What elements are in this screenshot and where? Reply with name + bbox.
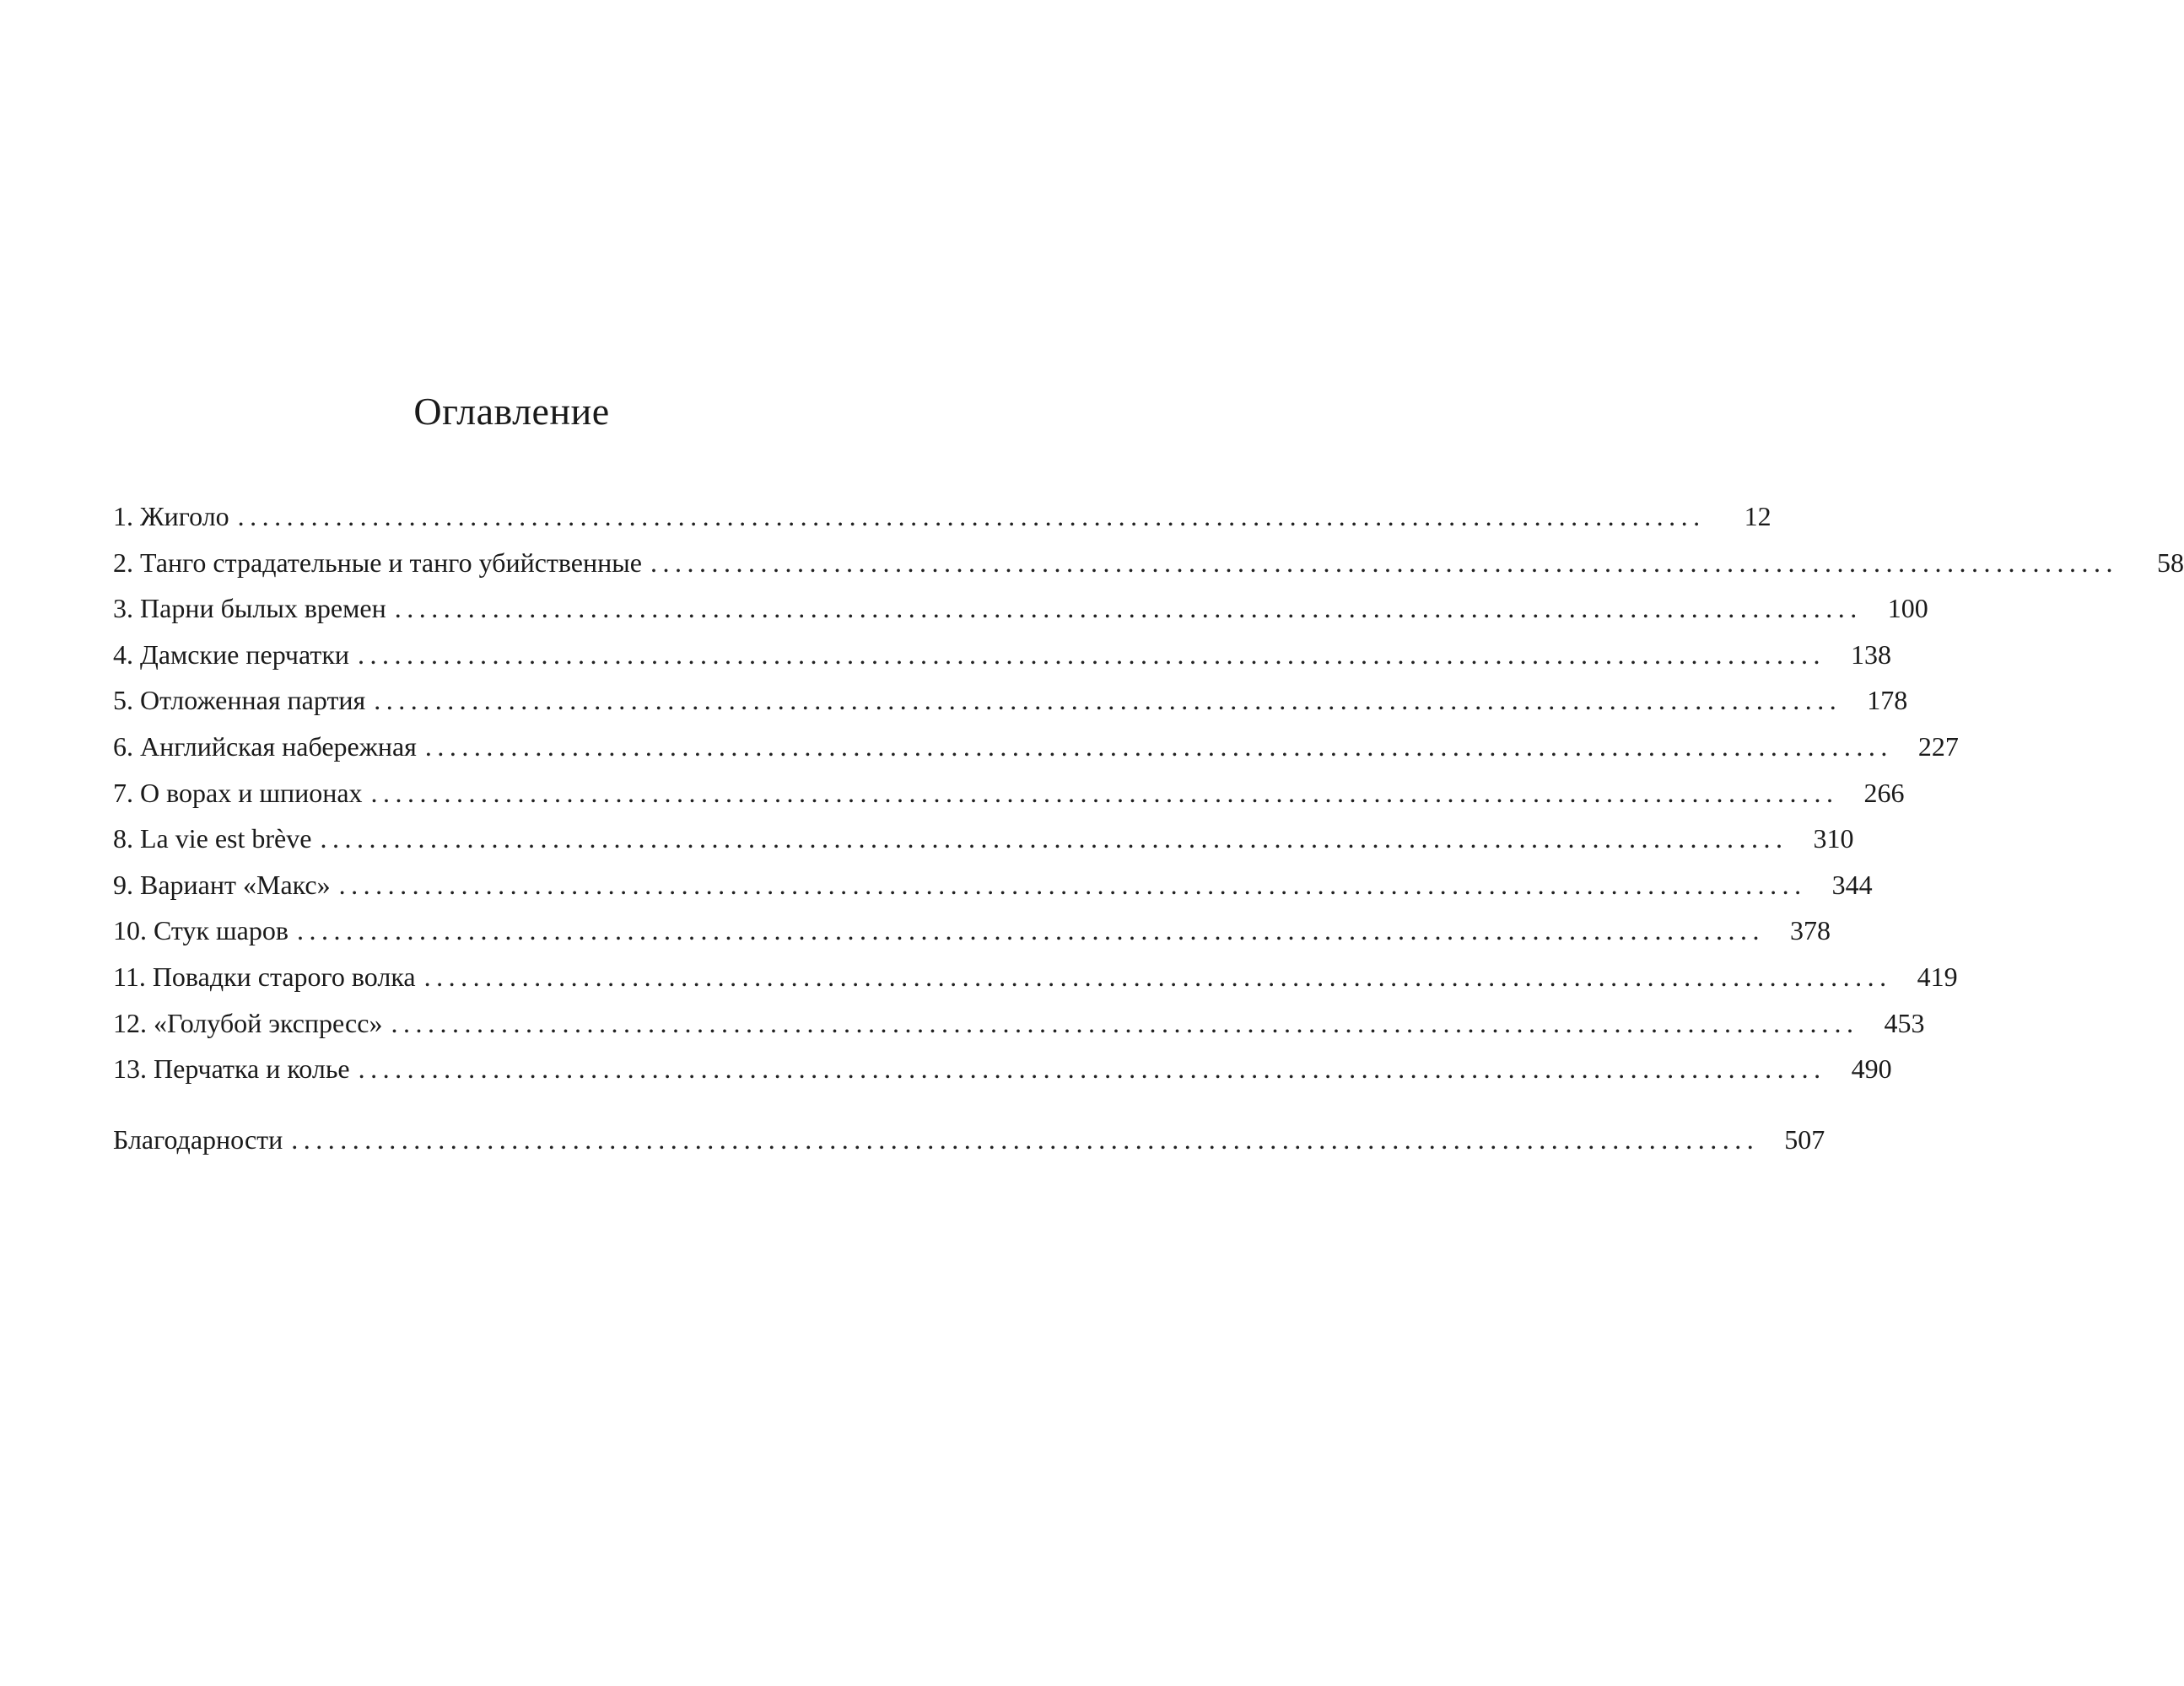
toc-entry-title: 1. Жиголо <box>113 501 229 531</box>
toc-entry <box>113 1046 1892 1092</box>
toc-entry-page: 490 <box>1851 1053 1892 1085</box>
dot-leader: ........................................................................................................................ <box>394 593 1863 624</box>
toc-entry-title: 5. Отложенная партия <box>113 685 366 716</box>
toc-entry-page: 507 <box>1784 1123 1825 1155</box>
toc-entry <box>113 585 1928 632</box>
page-title: Оглавление <box>413 390 610 433</box>
toc-entry-page: 310 <box>1813 823 1854 854</box>
toc-entry <box>113 540 2184 586</box>
toc-entry <box>113 1000 1925 1047</box>
toc-entry-page: 266 <box>1863 777 1905 808</box>
dot-leader: ........................................................................................................................ <box>320 823 1788 854</box>
toc-entry-title: 6. Английская набережная <box>113 730 417 762</box>
dot-leader: ........................................................................................................................ <box>338 869 1807 900</box>
toc-entry-page: 453 <box>1884 1007 1925 1038</box>
toc-entry-title: 10. Стук шаров <box>113 915 289 946</box>
toc-entry <box>113 862 1873 908</box>
toc-entry <box>113 677 1908 724</box>
toc-entry-page: 178 <box>1867 685 1908 716</box>
toc-entry <box>113 493 1771 540</box>
toc-entry-page: 344 <box>1831 869 1873 900</box>
dot-leader: ........................................................................................................................ <box>296 915 1765 946</box>
toc-entry <box>113 770 1905 816</box>
toc-entry <box>113 816 1854 862</box>
toc-entry-page: 419 <box>1917 961 1958 992</box>
toc-entry-title: 12. «Голубой экспресс» <box>113 1007 383 1038</box>
toc-entry <box>113 908 1831 954</box>
toc-entry-page: 100 <box>1887 593 1928 624</box>
dot-leader: ........................................................................................................................ <box>423 961 1892 992</box>
toc-entry-title: 3. Парни былых времен <box>113 593 386 624</box>
dot-leader: ........................................................................................................................ <box>370 777 1839 808</box>
dot-leader: ........................................................................................................................ <box>358 638 1826 670</box>
dot-leader: ........................................................................................................................ <box>358 1053 1826 1085</box>
dot-leader: ........................................................................................................................ <box>424 730 1893 762</box>
toc-entry <box>113 632 1892 678</box>
toc-entry-title: Благодарности <box>113 1123 283 1155</box>
dot-leader: ........................................................................................................................ <box>374 685 1842 716</box>
toc-entry-title: 2. Танго страдательные и танго убийственные <box>113 547 642 578</box>
toc-entry <box>113 724 1959 770</box>
toc-entry-page: 138 <box>1851 638 1892 670</box>
toc-entry-title: 13. Перчатка и колье <box>113 1053 350 1085</box>
toc-entry <box>113 954 1958 1000</box>
toc-entry-title: 9. Вариант «Макс» <box>113 869 331 900</box>
toc-entry-page: 378 <box>1789 915 1831 946</box>
table-of-contents <box>113 493 2184 1162</box>
toc-entry-title: 4. Дамские перчатки <box>113 638 350 670</box>
toc-entry-title: 7. О ворах и шпионах <box>113 777 363 808</box>
dot-leader: ........................................................................................................................ <box>650 547 2118 578</box>
toc-entry-title: 8. La vie est brève <box>113 823 312 854</box>
toc-entry-page: 58 <box>2156 547 2184 578</box>
dot-leader: ........................................................................................................................ <box>391 1007 1859 1038</box>
toc-entry-page: 227 <box>1917 730 1959 762</box>
dot-leader: ........................................................................................................................ <box>291 1123 1760 1155</box>
toc-entry-title: 11. Повадки старого волка <box>113 961 416 992</box>
dot-leader: ........................................................................................................................ <box>237 501 1706 531</box>
toc-entry-acknowledgements <box>113 1117 1825 1163</box>
toc-entry-page: 12 <box>1744 501 1771 531</box>
